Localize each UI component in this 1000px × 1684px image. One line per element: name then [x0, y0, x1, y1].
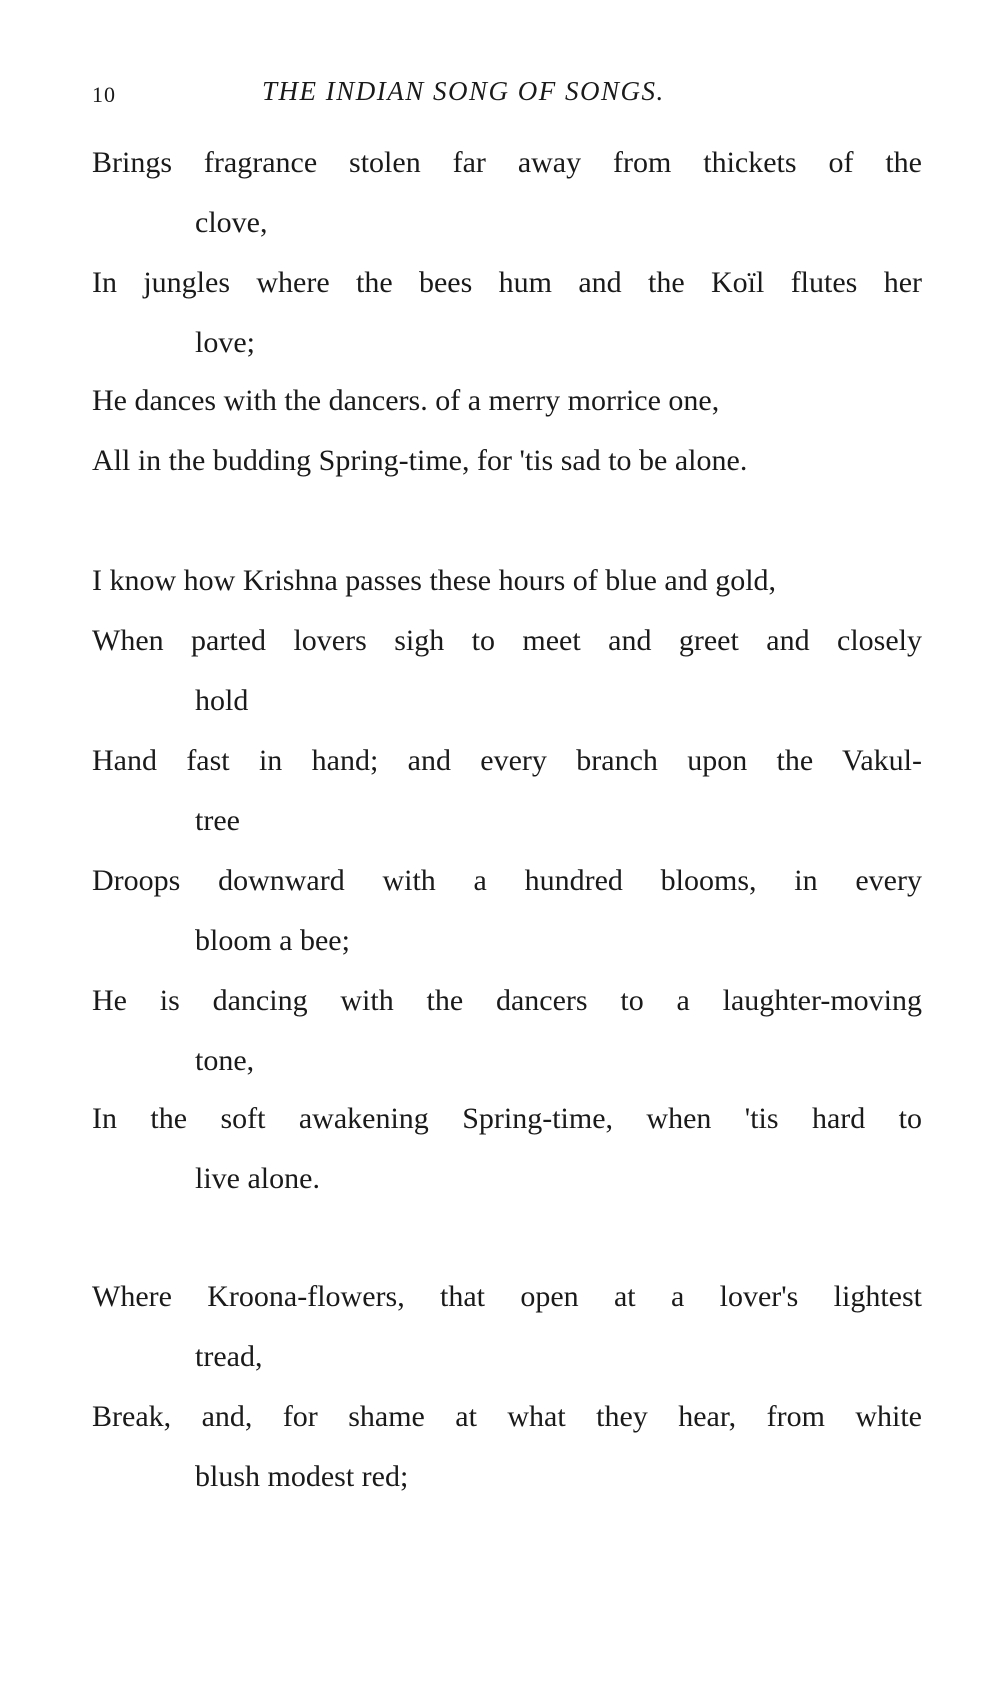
verse-line: I know how Krishna passes these hours of blue and gold,: [92, 564, 777, 597]
verse-line: Hand fast in hand; and every branch upon the Vakul-: [92, 744, 922, 777]
verse-line: In jungles where the bees hum and the Koïl flutes her: [92, 266, 922, 299]
verse-line: Where Kroona-flowers, that open at a lover's lightest: [92, 1280, 922, 1313]
verse-line: Brings fragrance stolen far away from thickets of the: [92, 146, 922, 179]
page-header: [0, 76, 1000, 116]
verse-line-continuation: tree: [195, 804, 240, 837]
verse-line: He is dancing with the dancers to a laughter-moving: [92, 984, 922, 1017]
verse-line-continuation: love;: [195, 326, 255, 359]
verse-line: He dances with the dancers. of a merry morrice one,: [92, 384, 720, 417]
verse-line-continuation: bloom a bee;: [195, 924, 350, 957]
verse-line: Break, and, for shame at what they hear, from white: [92, 1400, 922, 1433]
verse-line: When parted lovers sigh to meet and greet and closely: [92, 624, 922, 657]
running-title: THE INDIAN SONG OF SONGS.: [262, 76, 665, 106]
verse-line-continuation: tread,: [195, 1340, 263, 1373]
verse-line-continuation: blush modest red;: [195, 1460, 409, 1493]
verse-line-continuation: live alone.: [195, 1162, 320, 1195]
verse-line-continuation: clove,: [195, 206, 268, 239]
verse-line-continuation: hold: [195, 684, 249, 717]
verse-line-continuation: tone,: [195, 1044, 255, 1077]
verse-line: Droops downward with a hundred blooms, in every: [92, 864, 922, 897]
verse-line: In the soft awakening Spring-time, when 'tis hard to: [92, 1102, 922, 1135]
verse-line: All in the budding Spring-time, for 'tis sad to be alone.: [92, 444, 748, 477]
page-number: 10: [92, 82, 116, 107]
